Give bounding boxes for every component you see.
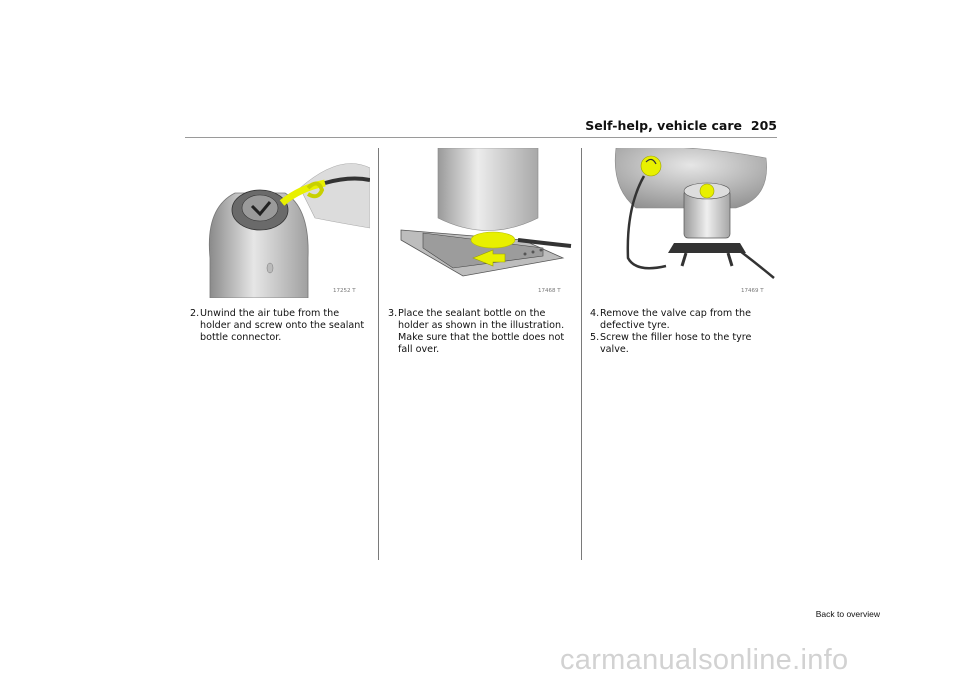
figure-number: 17252 T	[333, 288, 356, 294]
step-number: 3.	[388, 308, 398, 319]
step-text: Unwind the air tube from the holder and screw onto the sealant bottle connector.	[200, 308, 365, 343]
instruction-step	[590, 332, 778, 356]
illustration-place-sealant-bottle	[393, 148, 573, 298]
instruction-step	[590, 308, 778, 332]
step-text: Place the sealant bottle on the holder as shown in the illustration. Make sure that the bottle does not fall over.	[398, 308, 565, 355]
page-header	[185, 112, 777, 138]
instruction-step	[190, 308, 370, 344]
step-number: 2.	[190, 308, 200, 319]
watermark: carmanualsonline.info	[560, 644, 849, 676]
column-divider	[581, 148, 582, 560]
illustration-unwind-air-tube	[190, 148, 370, 298]
figure-number: 17468 T	[538, 288, 561, 294]
page-number: 205	[750, 118, 777, 133]
figure-number: 17469 T	[741, 288, 764, 294]
step-text: Screw the filler hose to the tyre valve.	[600, 332, 752, 355]
header-divider	[185, 137, 777, 138]
illustration-connect-filler-hose	[596, 148, 776, 298]
step-number: 4.	[590, 308, 600, 319]
step-text: Remove the valve cap from the defective tyre.	[600, 308, 752, 331]
section-title: Self-help, vehicle care	[585, 118, 742, 133]
step-number: 5.	[590, 332, 600, 343]
instruction-step	[388, 308, 573, 356]
back-to-overview-link[interactable]: Back to overview	[815, 609, 880, 619]
column-divider	[378, 148, 379, 560]
